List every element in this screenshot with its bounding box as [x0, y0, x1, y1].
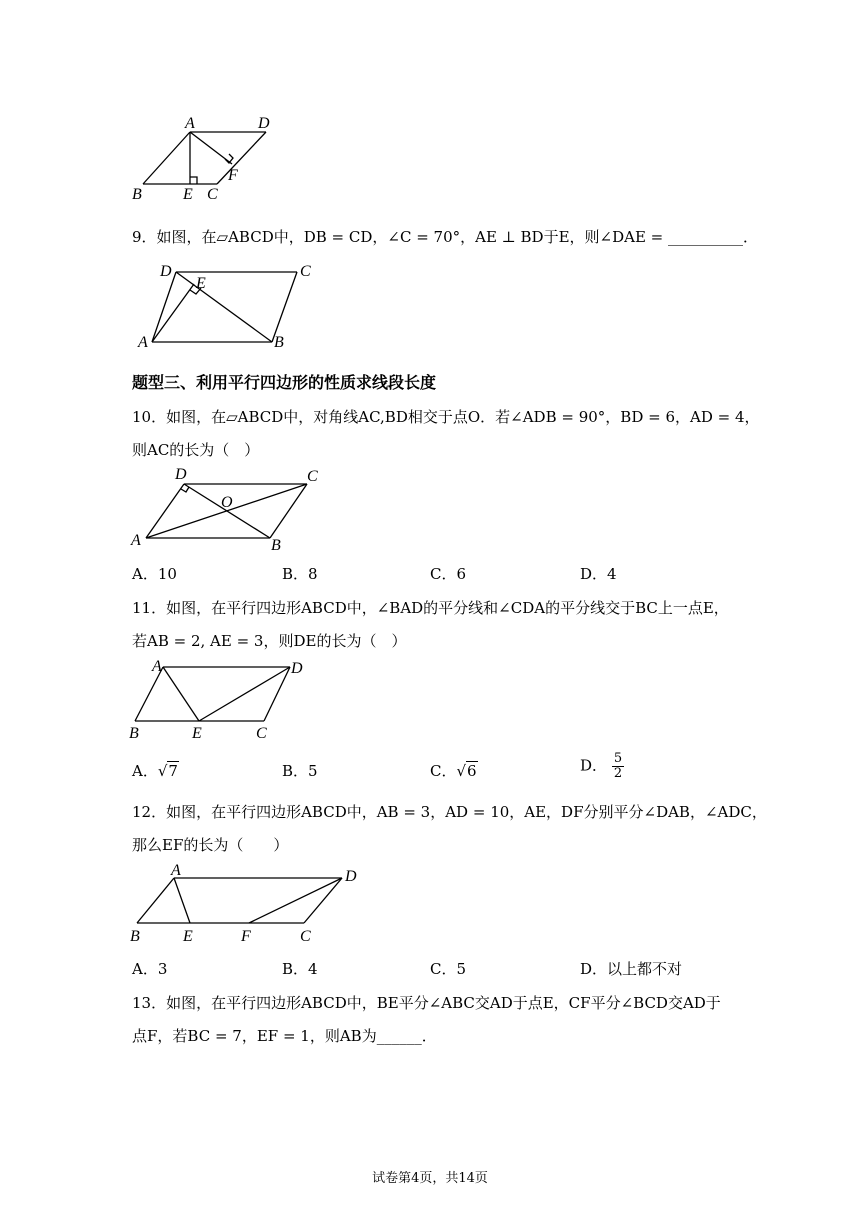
label-A: A	[138, 334, 148, 351]
question-13-line2: 点F，若BC = 7，EF = 1，则AB为______．	[132, 1027, 437, 1045]
section-heading: 题型三、利用平行四边形的性质求线段长度	[132, 373, 437, 392]
label-D: D	[258, 115, 270, 132]
q10-option-c[interactable]: C．6	[430, 565, 467, 583]
sqrt-symbol: √6	[456, 762, 477, 780]
label-A: A	[152, 658, 162, 675]
label-D: D	[345, 868, 357, 885]
q12-option-c[interactable]: C．5	[430, 960, 467, 978]
q12-option-a[interactable]: A．3	[132, 960, 168, 978]
label-D: D	[175, 466, 187, 483]
question-13-line1: 13．如图，在平行四边形ABCD中，BE平分∠ABC交AD于点E，CF平分∠BCD交AD于	[132, 994, 721, 1012]
option-label: D．	[580, 756, 608, 775]
label-D: D	[160, 263, 172, 280]
question-11-line2: 若AB = 2, AE = 3，则DE的长为（ ）	[132, 632, 407, 650]
option-label: C．	[430, 762, 457, 780]
label-C: C	[300, 263, 311, 280]
q10-option-b[interactable]: B．8	[282, 565, 318, 583]
label-B: B	[271, 537, 281, 554]
label-E: E	[183, 186, 193, 203]
label-C: C	[300, 928, 311, 945]
label-F: F	[241, 928, 251, 945]
radicand: 7	[168, 762, 178, 780]
question-12-line2: 那么EF的长为（ ）	[132, 836, 289, 854]
label-E: E	[196, 275, 206, 292]
label-E: E	[192, 725, 202, 742]
label-B: B	[129, 725, 139, 742]
label-O: O	[221, 494, 233, 511]
q10-option-d[interactable]: D．4	[580, 565, 617, 583]
q12-option-d[interactable]: D．以上都不对	[580, 960, 683, 978]
label-B: B	[274, 334, 284, 351]
label-E: E	[183, 928, 193, 945]
question-11-line1: 11．如图，在平行四边形ABCD中，∠BAD的平分线和∠CDA的平分线交于BC上一点E，	[132, 599, 729, 617]
page-footer: 试卷第4页，共14页	[372, 1171, 488, 1186]
q10-option-a[interactable]: A．10	[132, 565, 177, 583]
label-A: A	[171, 862, 181, 879]
q12-option-b[interactable]: B．4	[282, 960, 318, 978]
label-F: F	[228, 167, 238, 184]
label-C: C	[256, 725, 267, 742]
label-B: B	[130, 928, 140, 945]
label-D: D	[291, 660, 303, 677]
question-9-text: 9．如图，在▱ABCD中，DB = CD，∠C = 70°，AE ⊥ BD于E，则∠DAE = __________．	[132, 228, 759, 246]
q11-option-b[interactable]: B．5	[282, 762, 318, 780]
label-C: C	[307, 468, 318, 485]
denominator: 2	[613, 766, 623, 781]
sqrt-symbol: √7	[157, 762, 178, 780]
question-12-line1: 12．如图，在平行四边形ABCD中，AB = 3，AD = 10，AE，DF分别平分∠DAB，∠ADC，	[132, 803, 767, 821]
label-B: B	[132, 186, 142, 203]
numerator: 5	[613, 751, 623, 766]
question-10-line1: 10．如图，在▱ABCD中，对角线AC,BD相交于点O．若∠ADB = 90°，BD = 6，AD = 4，	[132, 408, 760, 426]
label-A: A	[185, 115, 195, 132]
label-C: C	[207, 186, 218, 203]
radicand: 6	[467, 762, 477, 780]
question-10-line2: 则AC的长为（ ）	[132, 441, 260, 459]
label-A: A	[131, 532, 141, 549]
option-label: A．	[132, 762, 158, 780]
